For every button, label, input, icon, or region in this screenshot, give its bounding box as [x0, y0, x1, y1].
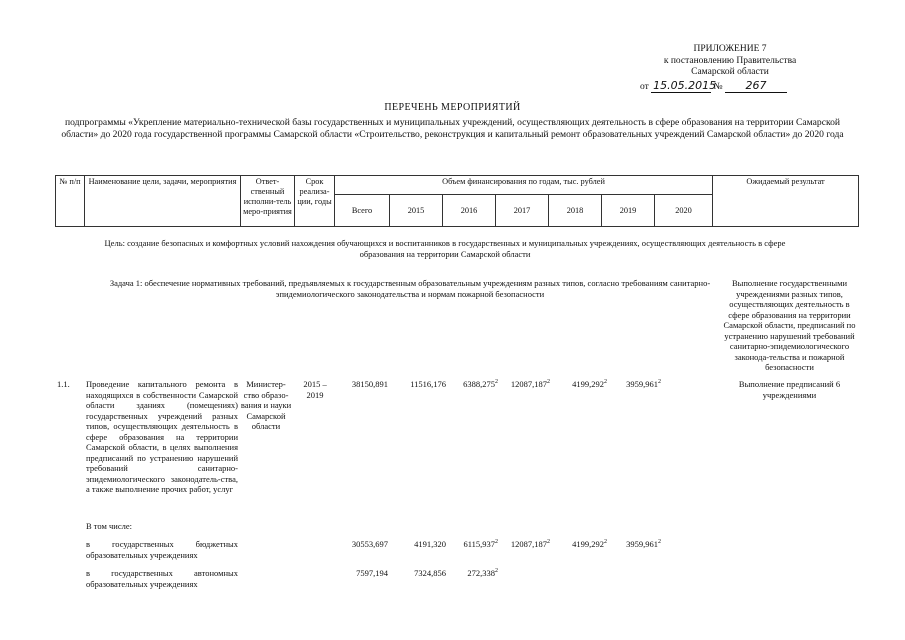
sub-row-value-2015: 4191,320 [414, 539, 446, 549]
row-name: Проведение капитального ремонта в находящихся в собственности Самарской области зданиях (помещениях) государственных учреждений разных типов, осуществляющих деятельность в сфере образования на территории Самарской области, в целях выполнения предписаний по устранению нарушений требований санитарно-эпидемиологического законодатель-ства, а также выполнение прочих работ, услуг [86, 379, 238, 494]
row-value-2015: 11516,176 [410, 379, 446, 389]
header-total: Всего [335, 195, 390, 227]
appendix-title: ПРИЛОЖЕНИЕ 7 [693, 44, 767, 54]
row-number: 1.1. [57, 379, 70, 389]
sub-row-value-2016: 6115,937$^2$ [463, 539, 498, 549]
sub-row-name: в государственных бюджетных образовательных учреждениях [86, 539, 238, 560]
header-year: 2017 [496, 195, 549, 227]
task-expected-result: Выполнение государственными учреждениями разных типов, осуществляющих деятельность в сфере образования на территории Самарской области, предписаний по устранению нарушений требований санитарно-эпидемиологического законода-тельства и пожарной безопасности [723, 278, 856, 372]
header-year: 2015 [390, 195, 443, 227]
header-year: 2019 [602, 195, 655, 227]
header-term: Срок реализа-ции, годы [295, 176, 335, 227]
sub-row-total: 30553,697 [351, 539, 388, 549]
handwritten-date: 15.05.2015 [653, 79, 717, 92]
header-executor: Ответ-ственный исполни-тель меро-приятия [241, 176, 295, 227]
goal-text: Цель: создание безопасных и комфортных условий нахождения обучающихся и воспитанников в государственных и муниципальных учреждениях, осуществляющих деятельность в сфере образования на территории Самарской области [104, 238, 786, 259]
task-text: Задача 1: обеспечение нормативных требований, предъявляемых к государственным образовательным учреждениям разных типов, согласно требованиям санитарно-эпидемиологического законодательства и нормам пожарной безопасности [109, 278, 711, 299]
header-result: Ожидаемый результат [713, 176, 859, 227]
row-value-2018: 4199,292$^2$ [572, 379, 607, 389]
sub-row-total: 7597,194 [356, 568, 388, 578]
appendix-line-3: Самарской области [691, 67, 769, 77]
header-year: 2016 [443, 195, 496, 227]
header-name: Наименование цели, задачи, мероприятия [85, 176, 241, 227]
row-value-2017: 12087,187$^2$ [510, 379, 550, 389]
date-prefix: от [640, 82, 649, 92]
header-year: 2020 [655, 195, 713, 227]
row-expected-result: Выполнение предписаний 6 учреждениями [738, 379, 841, 400]
row-total: 38150,891 [351, 379, 388, 389]
including-label: В том числе: [86, 521, 132, 531]
document-subtitle: подпрограммы «Укрепление материально-технической базы государственных и муниципальных учреждений, осуществляющих деятельность в сфере образования на территории Самарской области» до 2020 года государственной программы Самарской области «Строительство, реконструкция и капитальный ремонт образовательных учреждений Самарской области» до 2020 года [61, 117, 844, 140]
row-value-2016: 6388,275$^2$ [463, 379, 498, 389]
document-title: ПЕРЕЧЕНЬ МЕРОПРИЯТИЙ [384, 102, 521, 113]
sub-row-value-2019: 3959,961$^2$ [626, 539, 661, 549]
header-funding: Объем финансирования по годам, тыс. рублей [335, 176, 713, 195]
row-value-2019: 3959,961$^2$ [626, 379, 661, 389]
sub-row-name: в государственных автономных образовательных учреждениях [86, 568, 238, 589]
header-num: № п/п [56, 176, 85, 227]
row-term: 2015 – 2019 [303, 379, 327, 400]
appendix-block [600, 44, 860, 79]
sub-row-value-2017: 12087,187$^2$ [510, 539, 550, 549]
sub-row-value-2016: 272,338$^2$ [467, 568, 498, 578]
sub-row-value-2018: 4199,292$^2$ [572, 539, 607, 549]
row-executor: Министер-ство образо-вания и науки Самарской области [240, 379, 292, 431]
appendix-line-2: к постановлению Правительства [663, 55, 797, 66]
document-reference [640, 80, 840, 94]
sub-row-value-2015: 7324,856 [414, 568, 446, 578]
handwritten-number: 267 [725, 80, 787, 93]
header-year: 2018 [549, 195, 602, 227]
table-header [55, 175, 859, 227]
number-prefix: № [713, 82, 723, 92]
